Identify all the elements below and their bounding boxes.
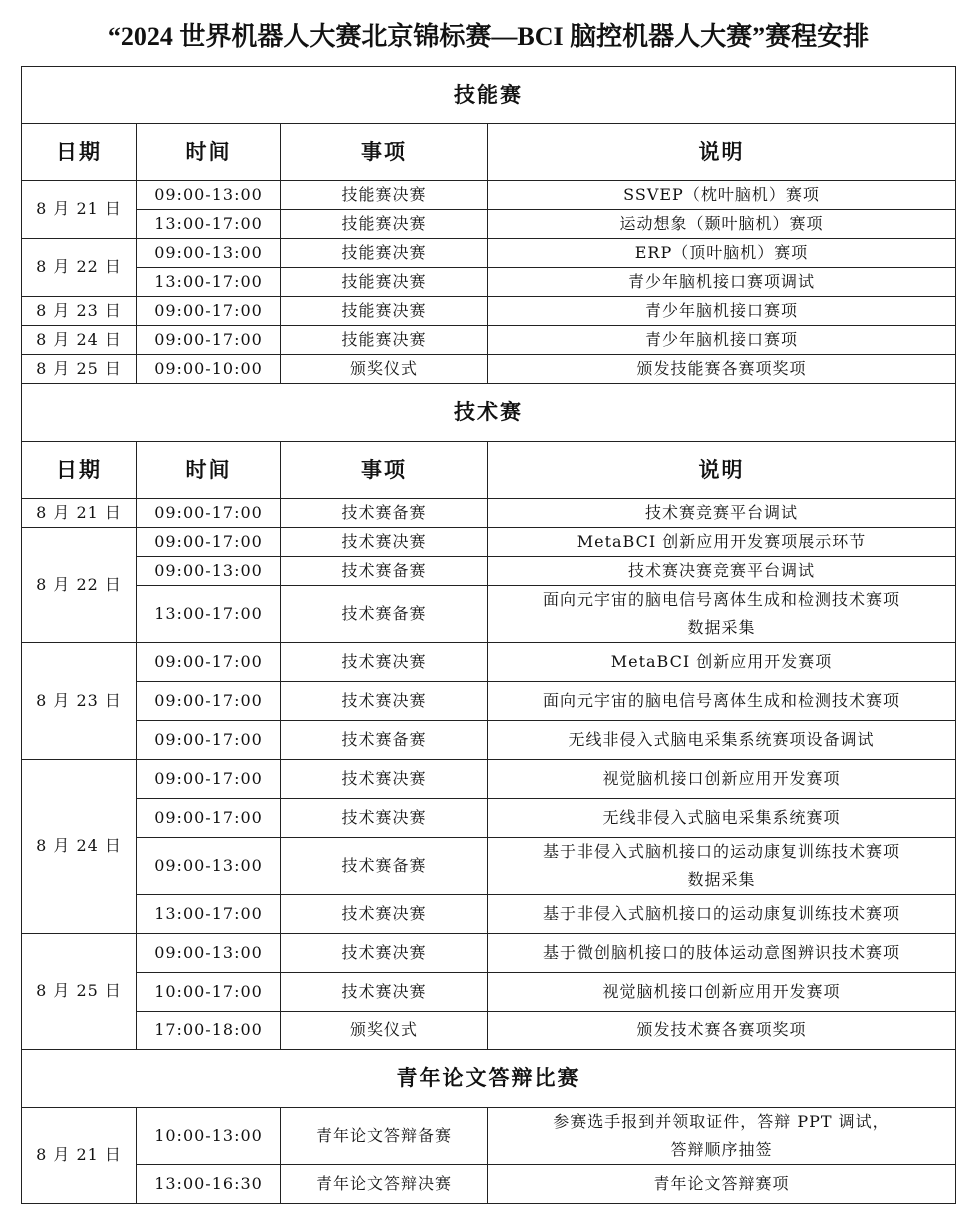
description-line: 无线非侵入式脑电采集系统赛项	[602, 807, 841, 827]
item-cell: 技术赛备赛	[281, 556, 488, 585]
header-time: 时间	[137, 441, 281, 498]
column-header-row	[22, 123, 956, 180]
item-cell: 技术赛备赛	[281, 585, 488, 642]
item-cell: 技能赛决赛	[281, 296, 488, 325]
description-line: 技术赛竞赛平台调试	[644, 502, 798, 522]
table-row	[22, 180, 956, 209]
header-date: 日期	[22, 123, 137, 180]
item-cell: 技能赛决赛	[281, 325, 488, 354]
description-line: 面向元宇宙的脑电信号离体生成和检测技术赛项	[542, 589, 900, 609]
description-line: MetaBCI 创新应用开发赛项	[610, 651, 833, 671]
header-desc: 说明	[488, 123, 956, 180]
table-row	[22, 585, 956, 642]
header-desc: 说明	[488, 441, 956, 498]
date-cell: 8 月 24 日	[22, 759, 137, 933]
date-cell: 8 月 25 日	[22, 933, 137, 1049]
description-cell	[488, 933, 956, 972]
item-cell: 技术赛决赛	[281, 527, 488, 556]
time-cell: 09:00-13:00	[137, 933, 281, 972]
table-row	[22, 933, 956, 972]
item-cell: 技术赛决赛	[281, 933, 488, 972]
time-cell: 17:00-18:00	[137, 1011, 281, 1049]
table-row	[22, 556, 956, 585]
description-cell	[488, 585, 956, 642]
time-cell: 10:00-17:00	[137, 972, 281, 1011]
date-cell: 8 月 21 日	[22, 1107, 137, 1203]
description-cell	[488, 1107, 956, 1164]
date-cell: 8 月 23 日	[22, 296, 137, 325]
table-row	[22, 267, 956, 296]
description-cell	[488, 296, 956, 325]
description-cell	[488, 720, 956, 759]
time-cell: 09:00-17:00	[137, 681, 281, 720]
item-cell: 颁奖仪式	[281, 1011, 488, 1049]
time-cell: 09:00-13:00	[137, 556, 281, 585]
description-line: 基于非侵入式脑机接口的运动康复训练技术赛项	[542, 841, 900, 861]
description-line: 运动想象（颞叶脑机）赛项	[619, 213, 824, 233]
description-line: 视觉脑机接口创新应用开发赛项	[602, 981, 841, 1001]
description-cell	[488, 354, 956, 383]
date-cell: 8 月 21 日	[22, 180, 137, 238]
table-row	[22, 972, 956, 1011]
description-cell	[488, 267, 956, 296]
section-row	[22, 383, 956, 441]
schedule-table	[21, 8, 956, 1204]
time-cell: 09:00-17:00	[137, 759, 281, 798]
description-cell	[488, 972, 956, 1011]
section-title: 青年论文答辩比赛	[22, 1049, 956, 1107]
time-cell: 09:00-17:00	[137, 498, 281, 527]
description-line: 视觉脑机接口创新应用开发赛项	[602, 768, 841, 788]
time-cell: 09:00-17:00	[137, 527, 281, 556]
time-cell: 09:00-17:00	[137, 325, 281, 354]
item-cell: 技术赛决赛	[281, 798, 488, 837]
item-cell: 技术赛决赛	[281, 759, 488, 798]
description-line: 青年论文答辩赛项	[653, 1173, 790, 1193]
table-row	[22, 354, 956, 383]
description-line: 数据采集	[687, 869, 756, 889]
description-line: 颁发技术赛各赛项奖项	[636, 1020, 807, 1039]
section-title: 技术赛	[22, 383, 956, 441]
description-line: 青少年脑机接口赛项	[644, 300, 798, 320]
description-cell	[488, 238, 956, 267]
section-row	[22, 66, 956, 123]
description-cell	[488, 894, 956, 933]
time-cell: 09:00-17:00	[137, 798, 281, 837]
column-header-row	[22, 441, 956, 498]
description-line: 青少年脑机接口赛项调试	[627, 271, 815, 291]
description-cell	[488, 498, 956, 527]
date-cell: 8 月 21 日	[22, 498, 137, 527]
description-cell	[488, 681, 956, 720]
time-cell: 09:00-10:00	[137, 354, 281, 383]
time-cell: 13:00-17:00	[137, 585, 281, 642]
document-title: “2024 世界机器人大赛北京锦标赛—BCI 脑控机器人大赛”赛程安排	[22, 8, 956, 66]
description-line: 基于非侵入式脑机接口的运动康复训练技术赛项	[542, 903, 900, 923]
section-title: 技能赛	[22, 66, 956, 123]
description-line: 无线非侵入式脑电采集系统赛项设备调试	[568, 729, 875, 749]
item-cell: 颁奖仪式	[281, 354, 488, 383]
description-line: MetaBCI 创新应用开发赛项展示环节	[576, 531, 867, 551]
description-cell	[488, 1011, 956, 1049]
description-cell	[488, 837, 956, 894]
time-cell: 13:00-17:00	[137, 267, 281, 296]
table-row	[22, 759, 956, 798]
item-cell: 技术赛决赛	[281, 894, 488, 933]
description-line: 青少年脑机接口赛项	[644, 329, 798, 349]
section-row	[22, 1049, 956, 1107]
table-row	[22, 209, 956, 238]
time-cell: 09:00-17:00	[137, 296, 281, 325]
header-time: 时间	[137, 123, 281, 180]
item-cell: 技术赛决赛	[281, 972, 488, 1011]
description-line: SSVEP（枕叶脑机）赛项	[623, 184, 820, 204]
description-cell	[488, 642, 956, 681]
description-line: 参赛选手报到并领取证件，答辩 PPT 调试，	[553, 1111, 890, 1131]
table-row	[22, 498, 956, 527]
table-row	[22, 527, 956, 556]
table-row	[22, 1164, 956, 1203]
table-row	[22, 642, 956, 681]
header-item: 事项	[281, 441, 488, 498]
item-cell: 技能赛决赛	[281, 267, 488, 296]
description-cell	[488, 325, 956, 354]
time-cell: 09:00-13:00	[137, 238, 281, 267]
item-cell: 技能赛决赛	[281, 209, 488, 238]
table-row	[22, 798, 956, 837]
table-row	[22, 296, 956, 325]
table-row	[22, 238, 956, 267]
item-cell: 技术赛决赛	[281, 642, 488, 681]
title-row	[22, 8, 956, 66]
date-cell: 8 月 23 日	[22, 642, 137, 759]
table-row	[22, 325, 956, 354]
item-cell: 技术赛备赛	[281, 720, 488, 759]
table-row	[22, 894, 956, 933]
date-cell: 8 月 22 日	[22, 238, 137, 296]
description-cell	[488, 798, 956, 837]
time-cell: 09:00-17:00	[137, 720, 281, 759]
description-line: 基于微创脑机接口的肢体运动意图辨识技术赛项	[542, 942, 900, 962]
time-cell: 13:00-17:00	[137, 209, 281, 238]
table-row	[22, 837, 956, 894]
date-cell: 8 月 24 日	[22, 325, 137, 354]
item-cell: 青年论文答辩决赛	[281, 1164, 488, 1203]
table-row	[22, 1107, 956, 1164]
table-row	[22, 720, 956, 759]
description-cell	[488, 556, 956, 585]
date-cell: 8 月 22 日	[22, 527, 137, 642]
description-line: 答辩顺序抽签	[670, 1139, 773, 1159]
time-cell: 10:00-13:00	[137, 1107, 281, 1164]
item-cell: 技术赛备赛	[281, 837, 488, 894]
time-cell: 13:00-16:30	[137, 1164, 281, 1203]
time-cell: 13:00-17:00	[137, 894, 281, 933]
description-cell	[488, 527, 956, 556]
table-row	[22, 1011, 956, 1049]
item-cell: 技能赛决赛	[281, 238, 488, 267]
description-line: 颁发技能赛各赛项奖项	[636, 358, 807, 378]
header-date: 日期	[22, 441, 137, 498]
description-line: 数据采集	[687, 617, 756, 637]
table-row	[22, 681, 956, 720]
date-cell: 8 月 25 日	[22, 354, 137, 383]
time-cell: 09:00-13:00	[137, 837, 281, 894]
description-cell	[488, 209, 956, 238]
header-item: 事项	[281, 123, 488, 180]
description-cell	[488, 759, 956, 798]
description-line: 面向元宇宙的脑电信号离体生成和检测技术赛项	[542, 690, 900, 710]
description-line: ERP（顶叶脑机）赛项	[634, 242, 809, 262]
time-cell: 09:00-17:00	[137, 642, 281, 681]
description-cell	[488, 180, 956, 209]
item-cell: 技术赛决赛	[281, 681, 488, 720]
description-line: 技术赛决赛竞赛平台调试	[627, 560, 815, 580]
item-cell: 青年论文答辩备赛	[281, 1107, 488, 1164]
description-cell	[488, 1164, 956, 1203]
item-cell: 技术赛备赛	[281, 498, 488, 527]
schedule-body	[22, 8, 956, 1203]
time-cell: 09:00-13:00	[137, 180, 281, 209]
item-cell: 技能赛决赛	[281, 180, 488, 209]
